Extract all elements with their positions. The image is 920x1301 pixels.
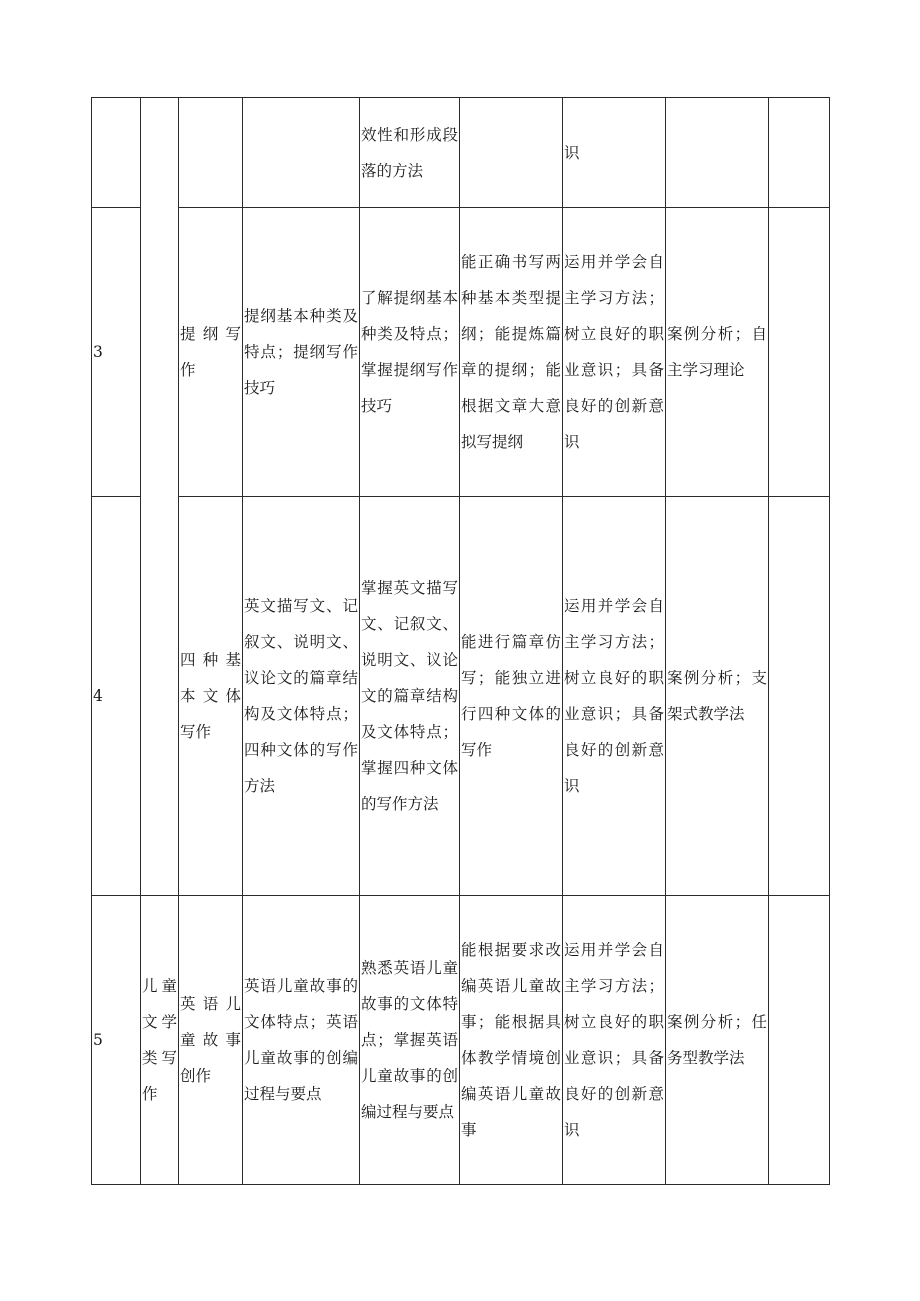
cell-module <box>179 98 243 208</box>
cell-module: 提纲写作 <box>179 208 243 497</box>
cell-hours <box>769 98 830 208</box>
cell-method: 案例分析；支架式教学法 <box>666 497 769 896</box>
cell-knowledge: 掌握英文描写文、记叙文、说明文、议论文的篇章结构及文体特点；掌握四种文体的写作方法 <box>360 497 460 896</box>
cell-skill <box>460 98 563 208</box>
cell-quality: 运用并学会自主学习方法；树立良好的职业意识；具备良好的创新意识 <box>563 208 666 497</box>
cell-method: 案例分析；自主学习理论 <box>666 208 769 497</box>
cell-module: 四种基本文体写作 <box>179 497 243 896</box>
cell-num: 5 <box>92 896 141 1185</box>
table-row-5 <box>92 896 830 1185</box>
syllabus-table <box>91 97 830 1185</box>
cell-skill: 能进行篇章仿写；能独立进行四种文体的写作 <box>460 497 563 896</box>
cell-quality: 运用并学会自主学习方法；树立良好的职业意识；具备良好的创新意识 <box>563 497 666 896</box>
cell-quality: 运用并学会自主学习方法；树立良好的职业意识；具备良好的创新意识 <box>563 896 666 1185</box>
cell-method: 案例分析；任务型教学法 <box>666 896 769 1185</box>
cell-hours <box>769 208 830 497</box>
cell-content: 提纲基本种类及特点；提纲写作技巧 <box>243 208 360 497</box>
cell-skill: 能正确书写两种基本类型提纲；能提炼篇章的提纲；能根据文章大意拟写提纲 <box>460 208 563 497</box>
cell-method <box>666 98 769 208</box>
table-row-4 <box>92 497 830 896</box>
cell-knowledge: 熟悉英语儿童故事的文体特点；掌握英语儿童故事的创编过程与要点 <box>360 896 460 1185</box>
cell-quality: 识 <box>563 98 666 208</box>
cell-content <box>243 98 360 208</box>
cell-skill: 能根据要求改编英语儿童故事；能根据具体教学情境创编英语儿童故事 <box>460 896 563 1185</box>
cell-category-empty <box>141 98 179 896</box>
table-row-3 <box>92 208 830 497</box>
table-row-continuation <box>92 98 830 208</box>
cell-knowledge: 效性和形成段落的方法 <box>360 98 460 208</box>
cell-category: 儿童文学类写作 <box>141 896 179 1185</box>
cell-knowledge: 了解提纲基本种类及特点；掌握提纲写作技巧 <box>360 208 460 497</box>
cell-content: 英语儿童故事的文体特点；英语儿童故事的创编过程与要点 <box>243 896 360 1185</box>
cell-hours <box>769 497 830 896</box>
cell-content: 英文描写文、记叙文、说明文、议论文的篇章结构及文体特点；四种文体的写作方法 <box>243 497 360 896</box>
cell-num <box>92 98 141 208</box>
cell-num: 3 <box>92 208 141 497</box>
cell-hours <box>769 896 830 1185</box>
cell-num: 4 <box>92 497 141 896</box>
cell-module: 英语儿童故事创作 <box>179 896 243 1185</box>
